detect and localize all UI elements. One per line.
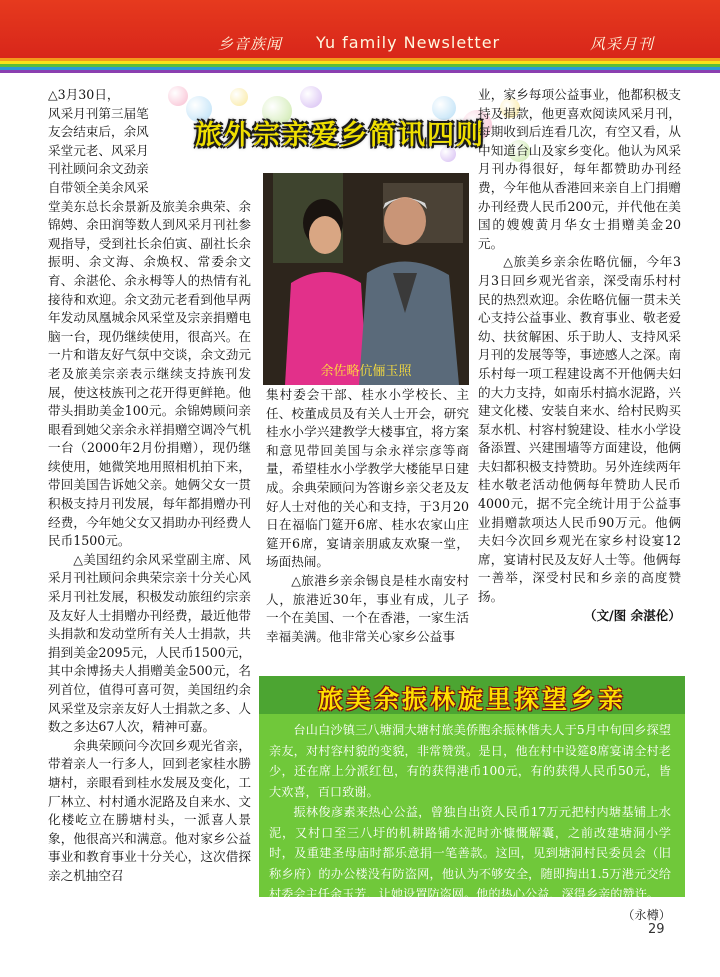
rainbow-stripe-purple: [0, 70, 720, 73]
paragraph: 友会结束后，余风: [48, 124, 149, 140]
sidebar-article-title: 旅美余振林旋里探望乡亲: [317, 685, 626, 714]
page-number: 29: [648, 922, 665, 937]
paragraph: 自带领全美余风采: [48, 179, 149, 195]
paragraph: 堂美东总长余景新及旅美余典荣、余锦娉、余田润等数人到风采月刊社参观指导，受到社长余伯寅、副社长余振明、余文海、余焕权、常委余文育、余湛伦、余永栂等人的热情有礼接待和欢迎。余文劲元老看到他早两年发动凤凰城余风采堂及宗亲捐赠电脑一台，现仍继续使用，很高兴。在一片和谐友好气氛中交谈，余文劲元老及旅美宗亲表示继续支持族刊发展，使这枝族刊之花开得更鲜艳。他带头捐助美金100元。余锦娉顾问亲眼看到她父亲余永祥捐赠空调冷气机一台（2000年2月份捐赠），现仍继续使用，她微笑地用照相机拍下来，带回美国告诉她父亲。她俩父女一贯积极支持月刊发展，每年都捐赠办刊经费，今年她父女又捐助办刊经费人民币1500元。: [48, 198, 251, 549]
article-title: 旅外宗亲爱乡简讯四则: [195, 120, 485, 151]
paragraph: 业，家乡每项公益事业，他都积极支持及捐款，他更喜欢阅读风采月刊，每期收到后连看几次，有空又看，从中知道台山及家乡变化。他认为风采月刊办得很好，每年都赞助办刊经费，今年他从香港回来亲自上门捐赠办刊经费人民币200元，并代他在美国的嫂嫂黄月华女士捐赠美金20元。: [478, 87, 681, 251]
article-credit: （文/图 余湛伦）: [583, 607, 681, 623]
sidebar-article-credit: （永樽）: [622, 907, 671, 922]
column-right: [478, 86, 681, 625]
bubble-decoration: [300, 86, 322, 108]
paragraph: 刊社顾问余文劲亲: [48, 161, 149, 177]
paragraph: 余典荣顾问今次回乡观光省亲，带着亲人一行多人，回到老家桂水勝塘村，亲眼看到桂水发展及变化，工厂林立、村村通水泥路及自来水、文化楼屹立在勝塘村头，一派喜人景象，他很高兴和满意。他对家乡公益事业和教育事业十分关心，这次借探亲之机抽空召: [48, 737, 251, 883]
paragraph: △旅港乡亲余锡良是桂水南安村人，旅港近30年，事业有成，儿子一个在美国、一个在香港，一家生活幸福美满。他非常关心家乡公益事: [266, 572, 469, 644]
masthead-center: Yu family Newsletter: [316, 33, 501, 52]
masthead-left: 乡音族闻: [218, 35, 283, 53]
column-middle: [266, 386, 469, 646]
paragraph: △3月30日，: [48, 87, 120, 102]
sidebar-article-header: [259, 676, 685, 714]
paragraph: 集村委会干部、桂水小学校长、主任、校董成员及有关人士开会，研究桂水小学兴建教学大楼事宜，将方案和意见带回美国与余永祥宗彦等商量，希望桂水小学教学大楼能早日建成。余典荣顾问为答谢乡亲父老及友好人士对他的关心和支持，于3月20日在福临门筵开6席、桂水农家山庄筵开6席，宴请亲朋戚友欢聚一堂，场面热闹。: [266, 387, 469, 570]
column-left: [48, 86, 251, 886]
paragraph: 台山白沙镇三八塘洞大塘村旅美侨胞余振林偕夫人于5月中旬回乡探望亲友，对村容村貌的变貌，非常赞赏。是日，他在村中设筵8席宴请全村老少，还在席上分派红包，有的获得港币100元，有的获得人民币50元，皆大欢喜，百口致谢。: [269, 723, 671, 799]
photo-caption: 余佐略伉俪玉照: [320, 364, 412, 379]
paragraph: 振林俊彦素来热心公益，曾独自出资人民币17万元把村内塘基铺上水泥，又村口至三八圩的机耕路铺水泥时亦慷慨解囊，之前改建塘洞小学时，及重建圣母庙时都乐意捐一笔善款。这回，见到塘洞村民委员会（旧称乡府）的办公楼没有防盗网，他认为不够安全，随即掏出1.5万港元交给村委会主任余玉芳，让她设置防盗网。他的热心公益，深得乡亲的赞许。: [269, 805, 671, 901]
paragraph: 采堂元老、风采月: [48, 142, 149, 158]
masthead: [0, 0, 720, 58]
paragraph: △旅美乡亲余佐略伉俪，今年3月3日回乡观光省亲，深受南乐村村民的热烈欢迎。余佐略伉俪一贯未关心支持公益事业、教育事业、敬老爱幼、扶贫解困、乐于助人、支持风采月刊的发展等等，事迹感人之深。南乐村每一项工程建设离不开他俩夫妇的大力支持，如南乐村搞水泥路，兴建文化楼、安装自来水、给村民购买泵水机、村容村貌建设、桂水小学设备添置、兴建围墙等方面建设，他俩夫妇都积极支持赞助。另外连续两年桂水敬老活动他俩每年赞助人民币4000元，据不完全统计用于公益事业捐赠款项达人民币90万元。他俩夫妇今次回乡观光在家乡村设宴12席，宴请村民及友好人士等。他俩每一善举，深受村民和乡亲的高度赞扬。: [478, 254, 681, 605]
masthead-right: 风采月刊: [590, 35, 655, 53]
paragraph: 风采月刊第三届笔: [48, 105, 149, 121]
paragraph: △美国纽约余风采堂副主席、风采月刊社顾问余典荣宗亲十分关心风采月刊社发展，积极发动旅纽约宗亲及友好人士捐赠办刊经费，最近他带头捐款和发动堂所有关人士捐款，共捐到美金2095元，人民币1500元，其中余博扬夫人捐赠美金500元，名列首位，值得可喜可贺，美国纽约余风采堂及宗亲友好人士捐款之多、人数之多达67人次，精神可嘉。: [48, 551, 251, 735]
sidebar-article-body: [259, 714, 685, 922]
couple-photo-image: [263, 173, 469, 385]
couple-photo: [263, 173, 469, 385]
